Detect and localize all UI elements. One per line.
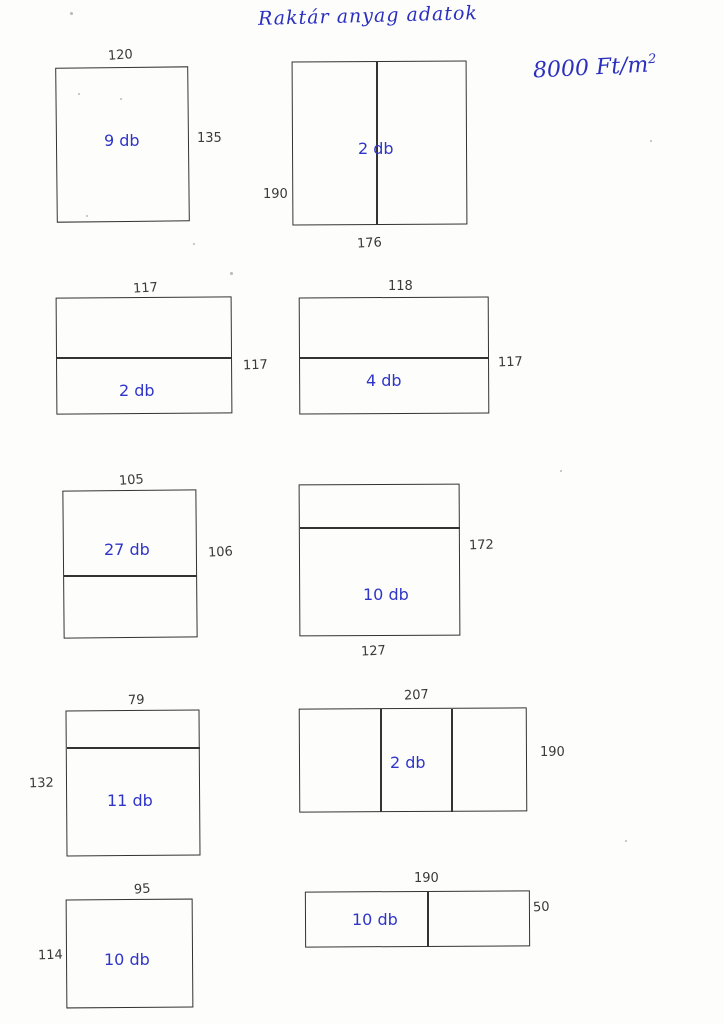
shape-10-divider: [427, 892, 429, 947]
shape-3-divider: [57, 357, 232, 359]
shape-1-qty: 9 db: [104, 131, 140, 150]
shape-8-divider-2: [451, 709, 453, 812]
shape-7-left-dim: 132: [28, 775, 55, 792]
shape-5-divider: [64, 575, 197, 577]
shape-8-qty: 2 db: [390, 753, 426, 772]
shape-7-divider: [67, 747, 200, 749]
shape-9-qty: 10 db: [104, 950, 150, 969]
shape-2-left-dim: 190: [263, 187, 288, 202]
shape-2-bottom-dim: 176: [356, 235, 383, 252]
shape-3-qty: 2 db: [119, 381, 155, 400]
paper-speck: [560, 470, 562, 472]
shape-6-bottom-dim: 127: [360, 643, 387, 660]
shape-5-top-dim: 105: [118, 472, 145, 489]
shape-4-divider: [300, 357, 489, 359]
price-exponent: 2: [647, 51, 657, 68]
page-title: Raktár anyag adatok: [257, 2, 479, 30]
shape-5-rect: [62, 489, 197, 638]
shape-8-right-dim: 190: [540, 745, 565, 760]
paper-speck: [230, 272, 233, 275]
shape-4-top-dim: 118: [388, 279, 413, 294]
shape-5-qty: 27 db: [104, 540, 150, 559]
shape-7-rect: [65, 710, 200, 857]
shape-10-top-dim: 190: [414, 871, 439, 886]
shape-1-top-dim: 120: [107, 47, 134, 64]
shape-6-rect: [299, 484, 461, 637]
shape-5-right-dim: 106: [207, 544, 234, 561]
shape-8-top-dim: 207: [403, 687, 430, 704]
shape-6-right-dim: 172: [468, 537, 495, 554]
shape-6-qty: 10 db: [363, 585, 409, 604]
paper-speck: [193, 243, 195, 245]
shape-4-qty: 4 db: [366, 371, 402, 390]
shape-10-rect: [305, 890, 530, 947]
shape-7-top-dim: 79: [127, 692, 145, 709]
shape-2-qty: 2 db: [358, 139, 394, 158]
shape-4-right-dim: 117: [497, 354, 524, 371]
shape-9-left-dim: 114: [37, 947, 64, 964]
shape-1-right-dim: 135: [197, 131, 222, 146]
shape-7-qty: 11 db: [107, 791, 153, 810]
shape-4-rect: [299, 297, 490, 415]
shape-10-right-dim: 50: [532, 899, 550, 916]
shape-3-top-dim: 117: [132, 280, 159, 297]
shape-6-divider: [300, 527, 460, 529]
paper-speck: [625, 840, 627, 842]
shape-8-divider-1: [380, 709, 382, 812]
price-value: 8000 Ft/m: [532, 52, 649, 84]
shape-10-qty: 10 db: [352, 910, 398, 929]
paper-speck: [650, 140, 652, 142]
shape-3-right-dim: 117: [242, 357, 269, 374]
price-note: [532, 52, 657, 84]
shape-9-top-dim: 95: [133, 881, 152, 898]
paper-speck: [70, 12, 73, 15]
